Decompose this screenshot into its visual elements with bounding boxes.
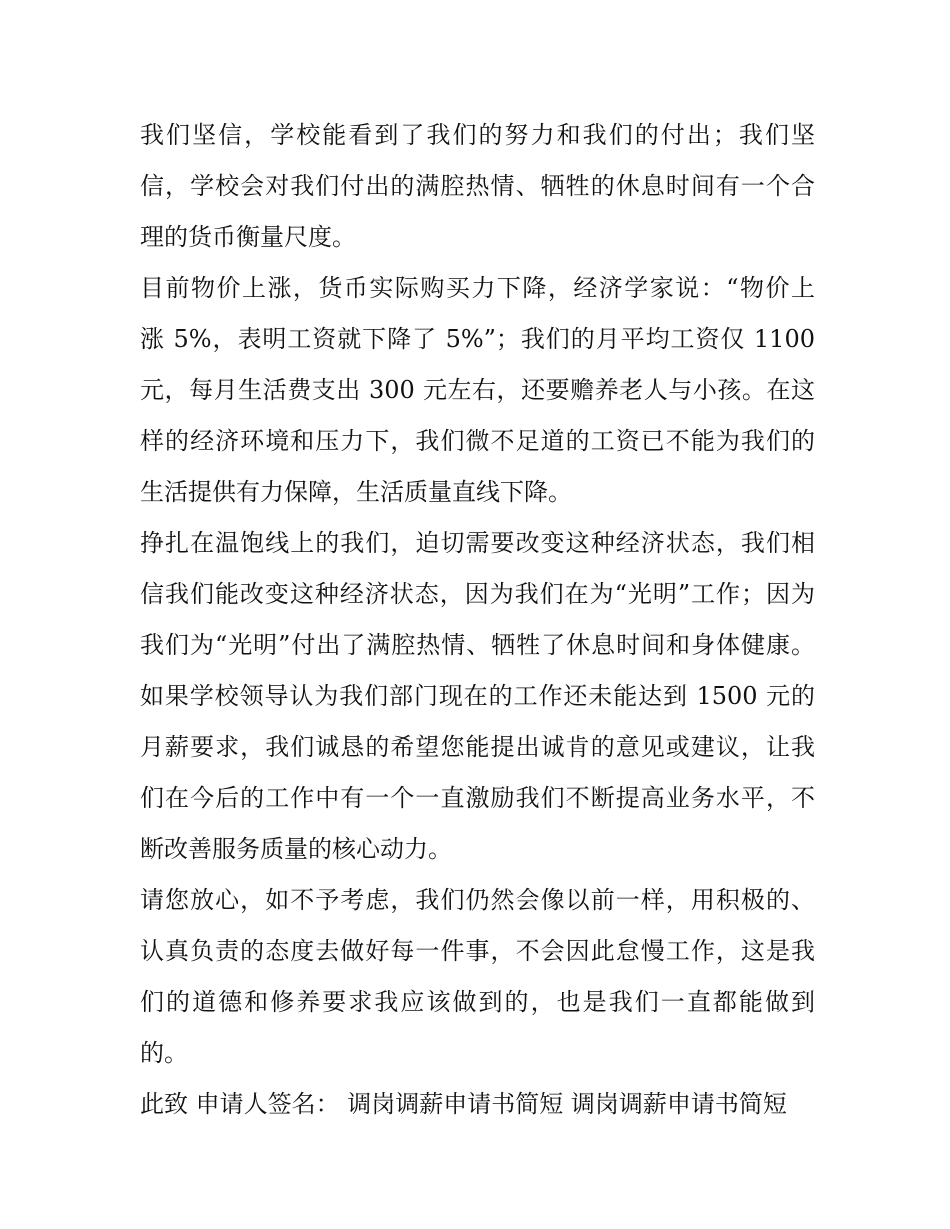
- paragraph-prices: [140, 263, 815, 518]
- text-line: 生活提供有力保障，生活质量直线下降。: [140, 478, 572, 506]
- text-line: 元，每月生活费支出 300 元左右，还要赡养老人与小孩。在这: [140, 376, 815, 404]
- text-line: 的。: [140, 1039, 188, 1067]
- paragraph-assurance: [140, 875, 815, 1079]
- text-line: 断改善服务质量的核心动力。: [140, 835, 452, 863]
- text-line: 理的货币衡量尺度。: [140, 223, 356, 251]
- document-body: [140, 110, 815, 1130]
- paragraph-request: [140, 671, 815, 875]
- text-line: 目前物价上涨，货币实际购买力下降，经济学家说：“物价上: [140, 274, 815, 302]
- text-line: 认真负责的态度去做好每一件事，不会因此怠慢工作，这是我: [140, 937, 815, 965]
- text-line: 我们为“光明”付出了满腔热情、牺牲了休息时间和身体健康。: [140, 631, 815, 659]
- text-line: 月薪要求，我们诚恳的希望您能提出诚肯的意见或建议，让我: [140, 733, 815, 761]
- text-line: 信，学校会对我们付出的满腔热情、牺牲的休息时间有一个合: [140, 172, 815, 200]
- text-line: 如果学校领导认为我们部门现在的工作还未能达到 1500 元的: [140, 682, 815, 710]
- paragraph-closing: [140, 1079, 815, 1130]
- text-line: 挣扎在温饱线上的我们，迫切需要改变这种经济状态，我们相: [140, 529, 815, 557]
- text-line: 信我们能改变这种经济状态，因为我们在为“光明”工作；因为: [140, 580, 815, 608]
- text-line: 涨 5%，表明工资就下降了 5%”；我们的月平均工资仅 1100: [140, 325, 815, 353]
- closing-signature-line: 此致 申请人签名： 调岗调薪申请书简短 调岗调薪申请书简短: [140, 1090, 787, 1118]
- paragraph-struggle: [140, 518, 815, 671]
- text-line: 们在今后的工作中有一个一直激励我们不断提高业务水平，不: [140, 784, 815, 812]
- text-line: 请您放心，如不予考虑，我们仍然会像以前一样，用积极的、: [140, 886, 815, 914]
- paragraph-belief: [140, 110, 815, 263]
- text-line: 我们坚信，学校能看到了我们的努力和我们的付出；我们坚: [140, 121, 815, 149]
- text-line: 们的道德和修养要求我应该做到的，也是我们一直都能做到: [140, 988, 815, 1016]
- text-line: 样的经济环境和压力下，我们微不足道的工资已不能为我们的: [140, 427, 815, 455]
